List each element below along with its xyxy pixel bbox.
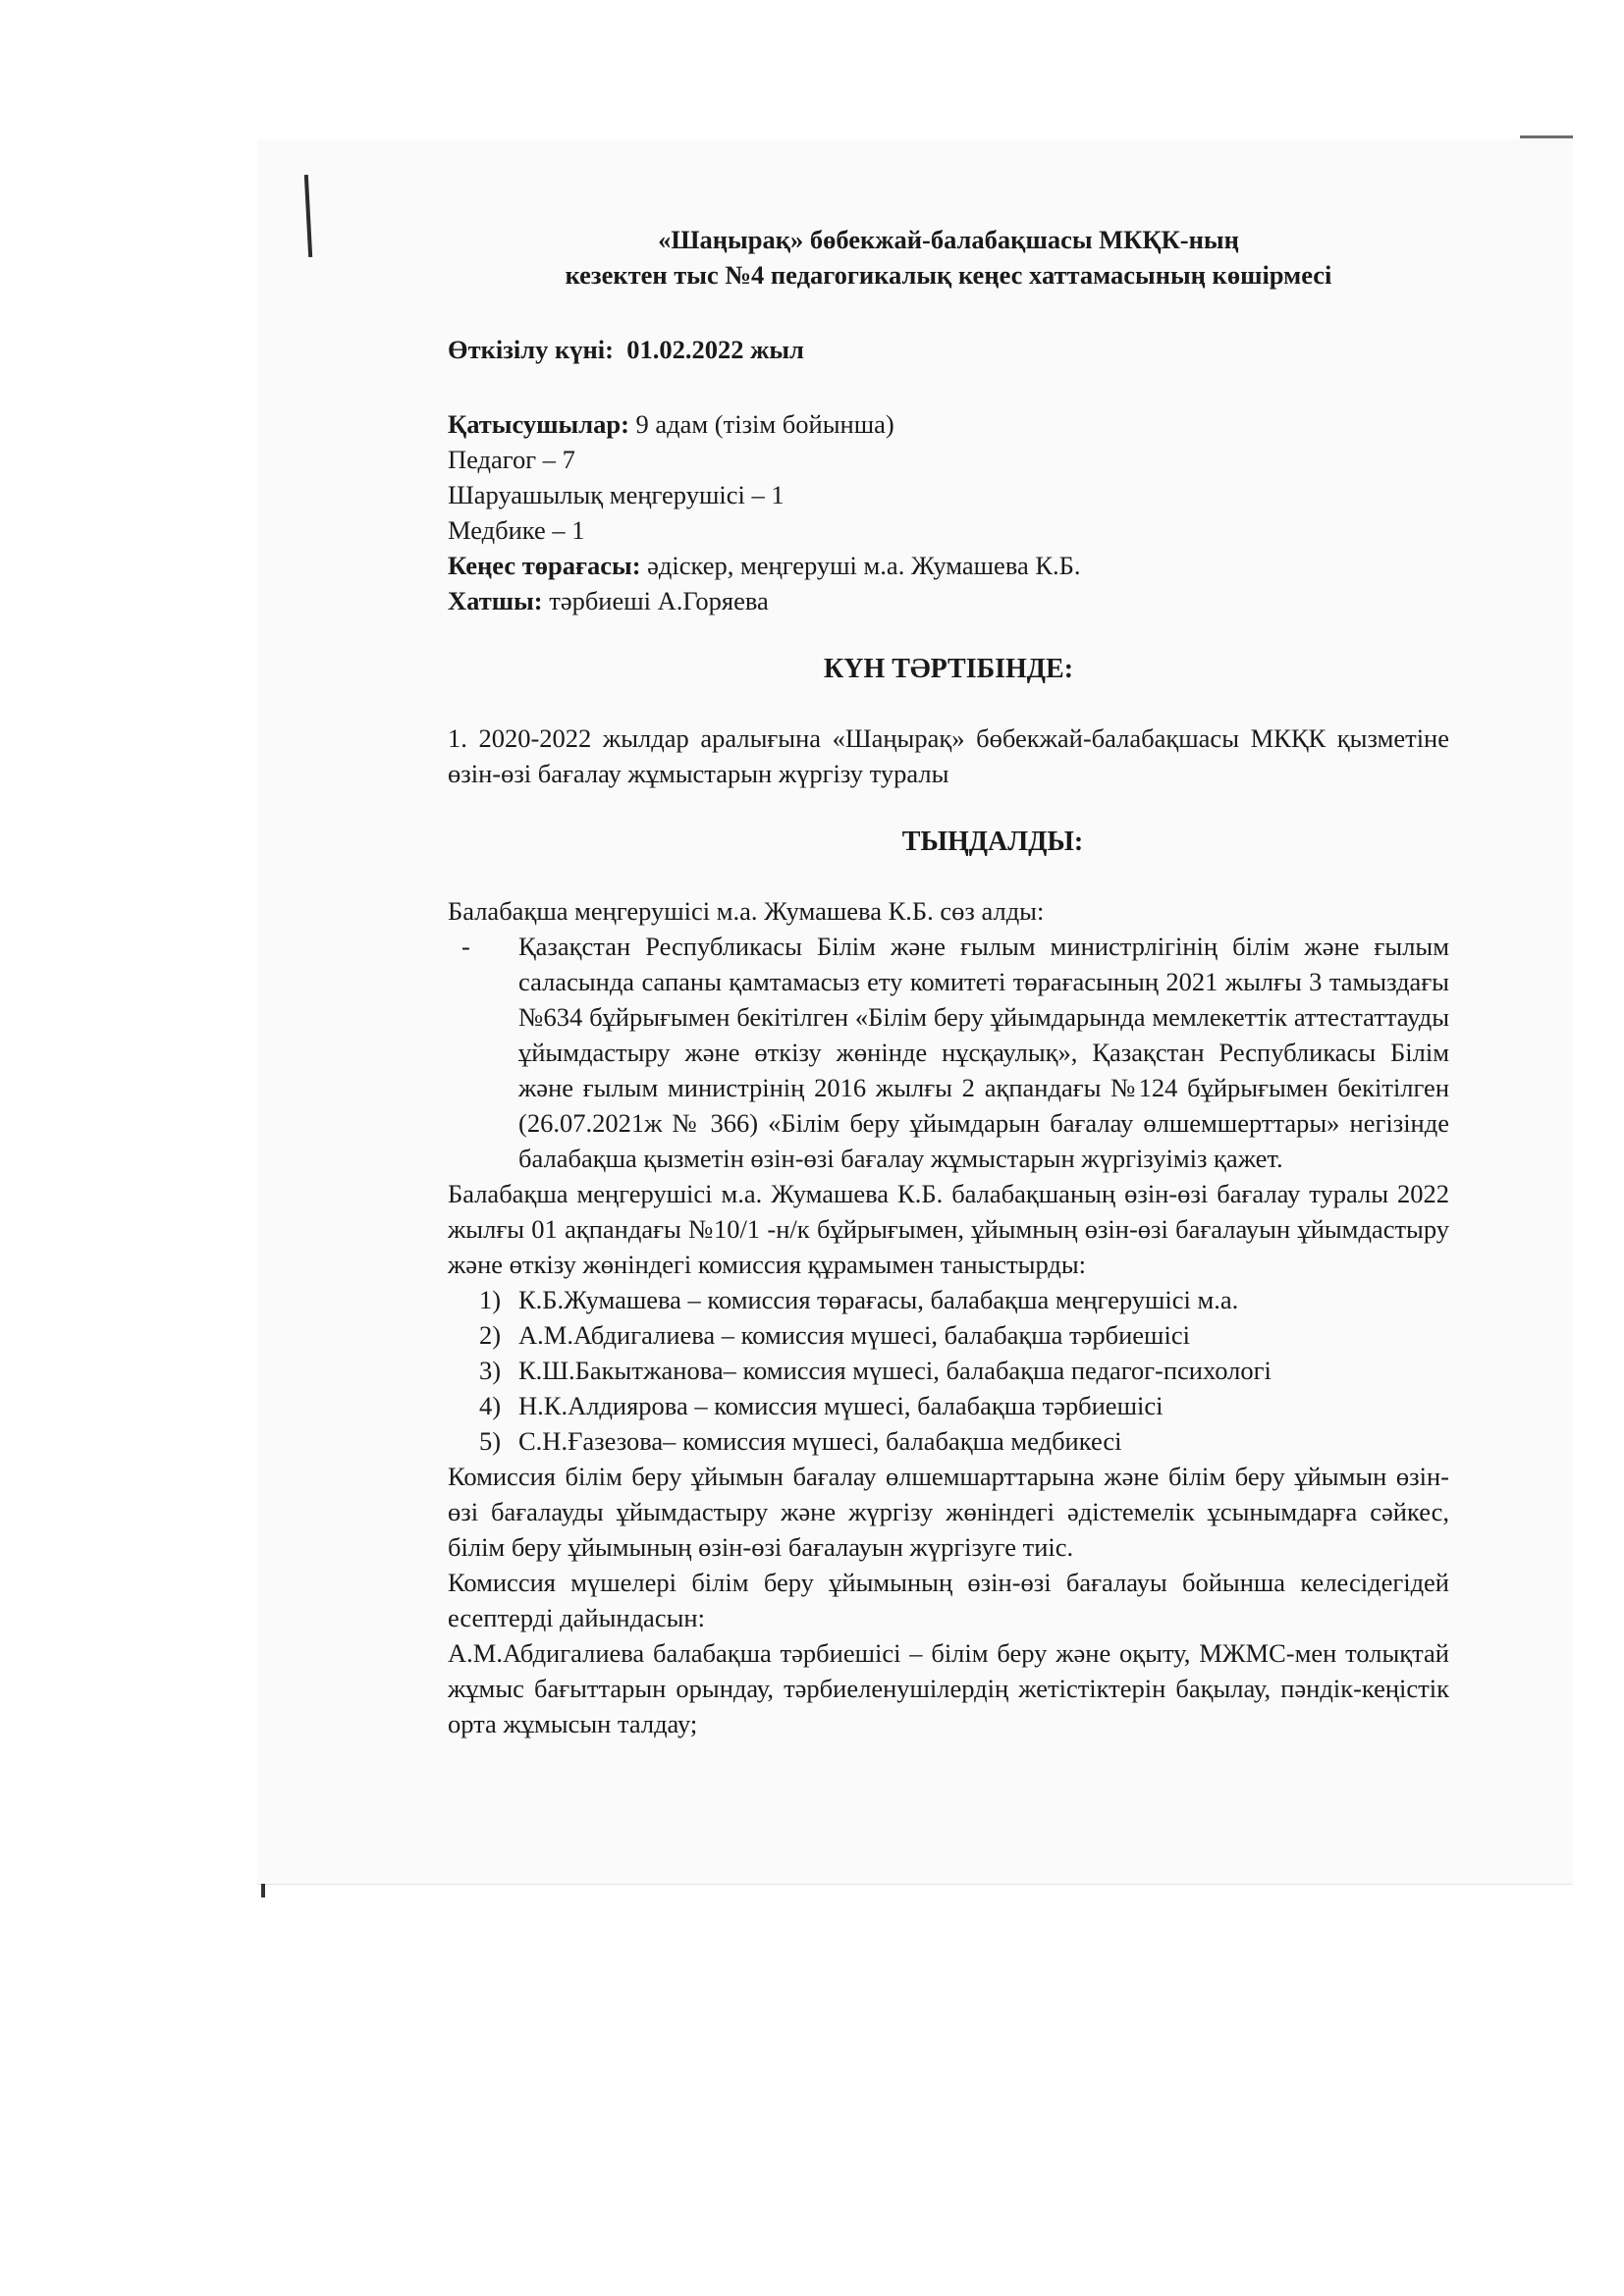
participants-line [448, 406, 1449, 442]
meeting-date [448, 332, 1449, 367]
listened-heading: ТЫҢДАЛДЫ: [901, 827, 1084, 857]
chair-line [448, 548, 1449, 583]
list-item-text: Н.К.Алдиярова – комиссия мүшесі, балабақша тәрбиешісі [518, 1391, 1164, 1420]
list-item [448, 1353, 1449, 1388]
participant-group: Шаруашылық меңгерушісі – 1 [448, 480, 785, 509]
dash-bullet: - [461, 932, 470, 961]
dash-list-item [448, 929, 1449, 1176]
chair-label: Кеңес төрағасы: [448, 551, 641, 580]
list-item-text: А.М.Абдигалиева – комиссия мүшесі, балабақша тәрбиешісі [518, 1320, 1190, 1350]
participant-group: Педагог – 7 [448, 445, 575, 474]
secretary-line [448, 583, 1449, 618]
list-item-text: К.Ш.Бакытжанова– комиссия мүшесі, балабақша педагог-психологі [518, 1356, 1272, 1385]
document-title-line1: «Шаңырақ» бөбекжай-балабақшасы МКҚК-ның [658, 225, 1239, 254]
list-item [448, 1388, 1449, 1423]
participant-group: Медбике – 1 [448, 515, 585, 545]
list-item-text: К.Б.Жумашева – комиссия төрағасы, балабақша меңгерушісі м.а. [518, 1285, 1239, 1314]
scan-edge-line [257, 1884, 1573, 1885]
list-item-number: 2) [479, 1320, 502, 1350]
list-item-number: 4) [479, 1391, 502, 1420]
list-item-text: С.Н.Ғазезова– комиссия мүшесі, балабақша медбикесі [518, 1426, 1122, 1456]
document-body [448, 222, 1449, 1741]
scan-edge-mark [1520, 135, 1573, 138]
chair-value: әдіскер, меңгеруші м.а. Жумашева К.Б. [647, 551, 1081, 580]
list-item [448, 1282, 1449, 1317]
document-title-line2: кезектен тыс №4 педагогикалық кеңес хаттамасының көшірмесі [565, 260, 1332, 290]
agenda-item: 1. 2020-2022 жылдар аралығына «Шаңырақ» бөбекжай-балабақшасы МКҚК қызметіне өзін-өзі бағалау жұмыстарын жүргізу туралы [448, 723, 1449, 788]
list-item-number: 3) [479, 1356, 502, 1385]
list-item-number: 5) [479, 1426, 502, 1456]
list-item [448, 1423, 1449, 1459]
list-item [448, 1317, 1449, 1353]
meeting-date-value: 01.02.2022 жыл [626, 335, 804, 364]
dash-list-item-text: Қазақстан Республикасы Білім және ғылым министрлігінің білім және ғылым саласында сапаны қамтамасыз ету комитеті төрағасының 2021 жылғы 3 тамыздағы №634 бұйрығымен бекітілген «Білім беру ұйымдарында мемлекеттік аттестаттауды ұйымдастыру және өткізу жөнінде нұсқаулық», Қазақстан Республикасы Білім және ғылым министрінің 2016 жылғы 2 ақпандағы №124 бұйрығымен бекітілген (26.07.2021ж № 366) «Білім беру ұйымдарын бағалау өлшемшерттары» негізінде балабақша қызметін өзін-өзі бағалау жұмыстарын жүргізуіміз қажет. [518, 932, 1449, 1173]
listened-intro: Балабақша меңгерушісі м.а. Жумашева К.Б. сөз алды: [448, 896, 1045, 926]
commission-members-list [448, 1282, 1449, 1459]
participants-value: 9 адам (тізім бойынша) [635, 409, 894, 439]
list-item-number: 1) [479, 1285, 502, 1314]
commission-task: Комиссия білім беру ұйымын бағалау өлшемшарттарына және білім беру ұйымын өзін-өзі бағалауды ұйымдастыру және жүргізу жөніндегі әдістемелік ұсынымдарға сәйкес, білім беру ұйымының өзін-өзі бағалауын жүргізуге тиіс. [448, 1462, 1449, 1562]
report-item: А.М.Абдигалиева балабақша тәрбиешісі – білім беру және оқыту, МЖМС-мен толықтай жұмыс бағыттарын орындау, тәрбиеленушілердің жетістіктерін бақылау, пәндік-кеңістік орта жұмысын талдау; [448, 1638, 1449, 1738]
commission-intro: Балабақша меңгерушісі м.а. Жумашева К.Б. балабақшаның өзін-өзі бағалау туралы 2022 жылғы 01 ақпандағы №10/1 -н/к бұйрығымен, ұйымның өзін-өзі бағалауын ұйымдастыру және өткізу жөніндегі комиссия құрамымен таныстырды: [448, 1179, 1449, 1279]
participants-label: Қатысушылар: [448, 409, 629, 439]
reports-intro: Комиссия мүшелері білім беру ұйымының өзін-өзі бағалауы бойынша келесідегідей есептерді дайындасын: [448, 1568, 1449, 1632]
secretary-value: тәрбиеші А.Горяева [549, 586, 769, 615]
scan-dot-mark [261, 1884, 265, 1897]
meeting-date-label: Өткізілу күні: [448, 335, 614, 364]
agenda-heading: КҮН ТӘРТІБІНДЕ: [823, 654, 1074, 684]
secretary-label: Хатшы: [448, 586, 543, 615]
